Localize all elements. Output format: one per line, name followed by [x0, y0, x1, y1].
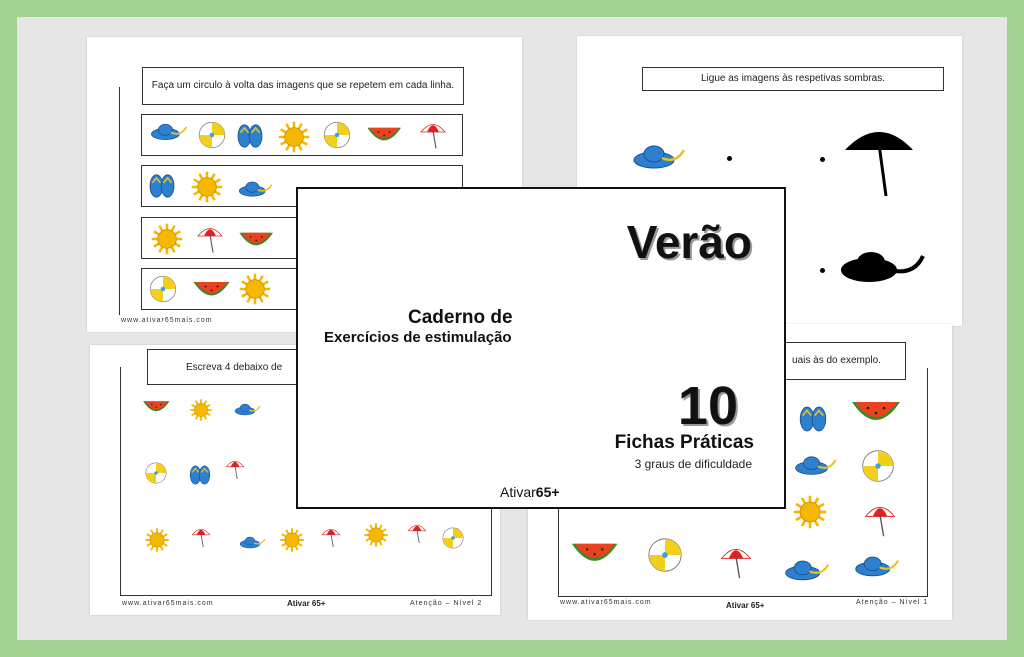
connect-dot: [727, 156, 732, 161]
cover-sheets-label: Fichas Práticas: [614, 432, 754, 453]
watermelon-icon: [366, 125, 402, 150]
umbrella-icon: [718, 544, 754, 585]
watermelon-icon: [192, 279, 231, 305]
sun-icon: [144, 527, 170, 558]
instruction-text: Escreva 4 debaixo de: [186, 362, 283, 373]
footer-brand: Ativar 65+: [726, 601, 765, 610]
sun-icon: [189, 398, 213, 427]
beach-ball-icon: [860, 448, 896, 489]
flip-flops-icon: [187, 462, 213, 493]
cover-count: 10: [677, 376, 738, 436]
beach-ball-icon: [197, 120, 227, 155]
hat-icon: [632, 140, 688, 177]
hat-icon: [150, 120, 189, 147]
flip-flops-icon: [234, 120, 266, 157]
hat-shadow-icon: [839, 246, 929, 286]
watermelon-icon: [850, 398, 902, 431]
beach-ball-icon: [144, 461, 168, 490]
cover-difficulty: 3 graus de dificuldade: [634, 457, 752, 471]
brand-word: Ativar: [500, 484, 536, 500]
footer-url: www.ativar65mais.com: [122, 600, 214, 607]
sun-icon: [279, 527, 305, 558]
cover-card: [296, 187, 786, 509]
instruction-text: Faça um circulo à volta das imagens que se repetem em cada linha.: [151, 80, 455, 91]
footer-url: www.ativar65mais.com: [121, 317, 213, 324]
watermelon-icon: [570, 540, 619, 572]
umbrella-icon: [862, 502, 898, 543]
sun-icon: [792, 494, 828, 535]
flip-flops-icon: [796, 402, 830, 441]
watermelon-icon: [142, 399, 171, 419]
hat-icon: [794, 452, 839, 483]
footer-url: www.ativar65mais.com: [560, 599, 652, 606]
umbrella-icon: [320, 526, 342, 553]
cover-title: Verão: [626, 216, 752, 268]
watermelon-icon: [238, 230, 274, 255]
brand-number: 65+: [535, 484, 560, 500]
umbrella-icon: [418, 120, 448, 155]
cover-brand: [500, 484, 560, 500]
sun-icon: [238, 272, 272, 311]
umbrella-icon: [195, 224, 225, 259]
connect-dot: [820, 268, 825, 273]
connect-dot: [820, 157, 825, 162]
beach-ball-icon: [148, 274, 178, 309]
instruction-text: Ligue as imagens às respetivas sombras.: [701, 73, 885, 84]
umbrella-icon: [190, 526, 212, 553]
footer-level: Atenção – Nível 2: [410, 600, 483, 607]
cover-subtitle-line2: Exercícios de estimulação: [324, 329, 512, 346]
umbrella-icon: [224, 458, 246, 485]
sun-icon: [363, 522, 389, 553]
sun-icon: [190, 170, 224, 209]
hat-icon: [854, 552, 902, 584]
flip-flops-icon: [146, 170, 178, 207]
beach-ball-icon: [441, 526, 465, 555]
footer-level: Atenção – Nível 1: [856, 599, 929, 606]
beach-ball-icon: [322, 120, 352, 155]
hat-icon: [239, 534, 267, 555]
hat-icon: [238, 178, 274, 204]
footer-brand: Ativar 65+: [287, 599, 326, 608]
umbrella-icon: [406, 522, 428, 549]
instruction-box: [642, 67, 944, 91]
umbrella-shadow-icon: [839, 124, 919, 204]
beach-ball-icon: [646, 536, 684, 579]
sun-icon: [277, 120, 311, 159]
hat-icon: [234, 401, 262, 422]
hat-icon: [784, 556, 832, 588]
sun-icon: [150, 222, 184, 261]
cover-subtitle-line1: Caderno de: [408, 307, 513, 328]
instruction-text: uais às do exemplo.: [792, 355, 881, 366]
